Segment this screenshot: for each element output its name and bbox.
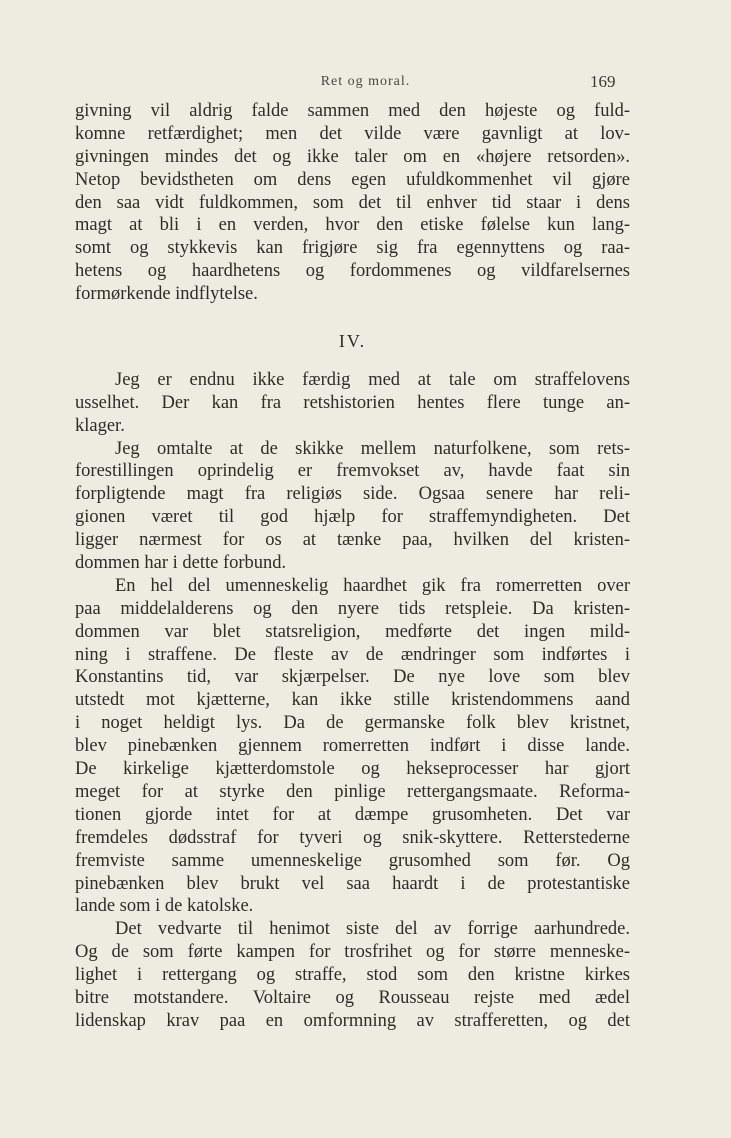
section-heading: IV. [338,331,367,352]
text-line: meget for at styrke den pinlige rettergangsmaate. Reforma- [75,781,630,802]
text-line: bitre motstandere. Voltaire og Rousseau rejste med ædel [75,987,630,1008]
text-line: lande som i de katolske. [75,896,254,917]
text-line: fremviste samme umenneskelige grusomhed som før. Og [75,850,630,871]
text-line: Det vedvarte til henimot siste del av forrige aarhundrede. [115,919,630,940]
text-line: komne retfærdighet; men det vilde være gavnligt at lov- [75,123,630,144]
text-line: fremdeles dødsstraf for tyveri og snik-skyttere. Retterstederne [75,827,630,848]
text-line: Netop bevidstheten om dens egen ufuldkommenhet vil gjøre [75,169,630,190]
text-line: den saa vidt fuldkommen, som det til enhver tid staar i dens [75,192,630,213]
text-line: utstedt mot kjætterne, kan ikke stille kristendommens aand [75,690,630,711]
text-line: En hel del umenneskelig haardhet gik fra romerretten over [115,575,630,596]
text-line: dommen var blet statsreligion, medførte det ingen mild- [75,621,630,642]
text-line: somt og stykkevis kan frigjøre sig fra egennyttens og raa- [75,238,630,259]
text-line: Jeg omtalte at de skikke mellem naturfolkene, som rets- [115,438,630,459]
paragraph-3 [75,438,630,575]
text-line: ligger nærmest for os at tænke paa, hvilken del kristen- [75,530,630,551]
text-line: ning i straffene. De fleste av de ændringer som indførtes i [75,644,630,665]
text-line: Og de som førte kampen for trosfrihet og for større menneske- [75,942,630,963]
text-line: paa middelalderens og den nyere tids retspleie. Da kristen- [75,598,630,619]
text-line: forpligtende magt fra religiøs side. Ogsaa senere har reli- [75,484,630,505]
text-line: lighet i rettergang og straffe, stod som den kristne kirkes [75,965,630,986]
text-line: magt at bli i en verden, hvor den etiske følelse kun lang- [75,215,630,236]
text-line: tionen gjorde intet for at dæmpe grusomheten. Det var [75,804,630,825]
text-line: Konstantins tid, var skjærpelser. De nye love som blev [75,667,630,688]
text-line: hetens og haardhetens og fordommenes og vildfarelsernes [75,261,630,282]
text-line: dommen har i dette forbund. [75,553,287,574]
paragraph-5 [75,918,630,1032]
text-line: forestillingen oprindelig er fremvokset av, havde faat sin [75,461,630,482]
text-line: i noget heldigt lys. Da de germanske folk blev kristnet, [75,713,630,734]
paragraph-4 [75,575,630,918]
paragraph-1 [75,100,630,306]
text-line: klager. [75,415,125,436]
text-line: lidenskap krav paa en omformning av strafferetten, og det [75,1010,630,1031]
text-line: pinebænken blev brukt vel saa haardt i de protestantiske [75,873,630,894]
text-line: usselhet. Der kan fra retshistorien hentes flere tunge an- [75,392,630,413]
text-line: formørkende indflytelse. [75,284,258,305]
text-line: givningen mindes det og ikke taler om en «højere retsorden». [75,146,630,167]
body-text [75,100,630,1033]
text-line: De kirkelige kjætterdomstole og hekseprocesser har gjort [75,759,630,780]
page-number: 169 [590,72,616,91]
text-line: blev pinebænken gjennem romerretten indført i disse lande. [75,736,630,757]
text-line: givning vil aldrig falde sammen med den højeste og fuld- [75,101,630,121]
paragraph-2 [75,369,630,438]
running-title: Ret og moral. [320,74,411,89]
text-line: gionen været til god hjælp for straffemyndigheten. Det [75,507,630,528]
text-line: Jeg er endnu ikke færdig med at tale om straffelovens [115,369,630,390]
